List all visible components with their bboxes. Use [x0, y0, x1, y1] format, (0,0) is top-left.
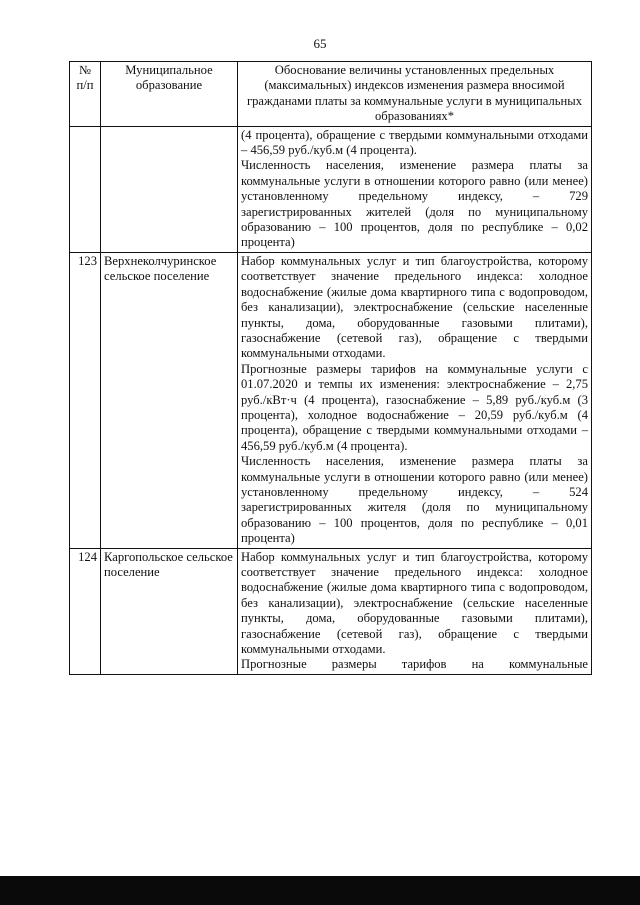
justification-paragraph: Численность населения, изменение размера платы за коммунальные услуги в отношении которого равно (или менее) установленному предельному индексу, – 524 зарегистрированных жителя (доля по муниципальному образованию – 100 процентов, доля по республике – 0,01 процента) — [241, 454, 588, 546]
justification-paragraph: Численность населения, изменение размера платы за коммунальные услуги в отношении которого равно (или менее) установленному предельному индексу, – 729 зарегистрированных жителей (доля по муниципальному образованию – 100 процентов, доля по республике – 0,02 процента) — [241, 158, 588, 250]
table-row — [70, 126, 592, 252]
tariff-justification-table — [69, 61, 592, 675]
table-row — [70, 548, 592, 674]
row-number: 124 — [70, 548, 101, 674]
justification-paragraph: Прогнозные размеры тарифов на коммунальные услуги с 01.07.2020 и темпы их изменения: электроснабжение – 2,75 руб./кВт·ч (4 процента), газоснабжение – 5,89 руб./куб.м (3 процента), холодное водоснабжение – 20,59 руб./куб.м (4 процента), обращение с твердыми коммунальными отходами – 456,59 руб./куб.м (4 процента). — [241, 361, 588, 453]
row-municipality: Каргопольское сельское поселение — [101, 548, 238, 674]
row-justification — [238, 126, 592, 252]
row-justification — [238, 548, 592, 674]
header-number: № п/п — [70, 62, 101, 127]
scan-bottom-border — [0, 876, 640, 905]
justification-paragraph: (4 процента), обращение с твердыми коммунальными отходами – 456,59 руб./куб.м (4 процента). — [241, 127, 588, 158]
row-municipality — [101, 126, 238, 252]
header-municipality: Муниципальное образование — [101, 62, 238, 127]
justification-paragraph: Прогнозные размеры тарифов на коммунальные — [241, 657, 588, 672]
table-header-row — [70, 62, 592, 127]
row-number — [70, 126, 101, 252]
row-justification — [238, 252, 592, 548]
justification-paragraph: Набор коммунальных услуг и тип благоустройства, которому соответствует значение предельного индекса: холодное водоснабжение (жилые дома квартирного типа с водопроводом, без канализации), электроснабжение (сельские населенные пункты, дома, оборудованные газовыми плитами), газоснабжение (сетевой газ), обращение с твердыми коммунальными отходами. — [241, 549, 588, 657]
header-justification: Обоснование величины установленных предельных (максимальных) индексов изменения размера вносимой гражданами платы за коммунальные услуги в муниципальных образованиях* — [238, 62, 592, 127]
justification-paragraph: Набор коммунальных услуг и тип благоустройства, которому соответствует значение предельного индекса: холодное водоснабжение (жилые дома квартирного типа с водопроводом, без канализации), электроснабжение (сельские населенные пункты, дома, оборудованные газовыми плитами), газоснабжение (сетевой газ), обращение с твердыми коммунальными отходами. — [241, 253, 588, 361]
table-row — [70, 252, 592, 548]
page-number: 65 — [313, 36, 327, 51]
row-municipality: Верхнеколчуринское сельское поселение — [101, 252, 238, 548]
row-number: 123 — [70, 252, 101, 548]
